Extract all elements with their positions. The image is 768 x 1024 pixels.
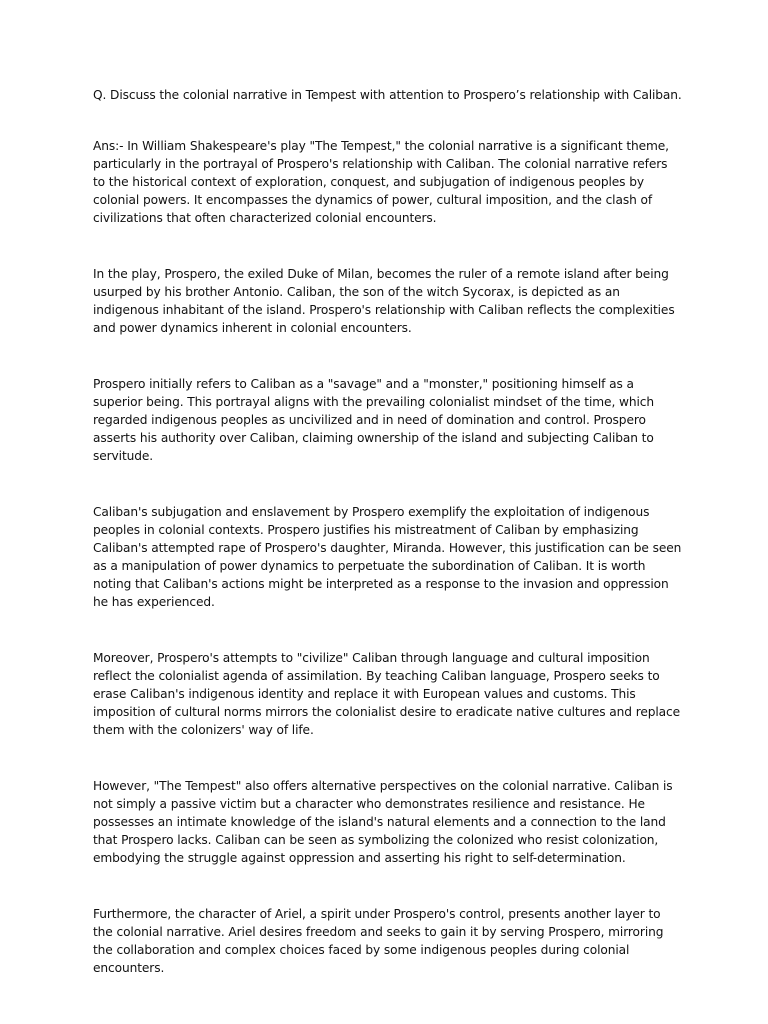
document-body bbox=[93, 86, 683, 1015]
answer-paragraph-6: However, "The Tempest" also offers alternative perspectives on the colonial narrative. Caliban is not simply a passive victim but a character who demonstrates resilience and resistance. He possesses an intimate knowledge of the island's natural elements and a connection to the land that Prospero lacks. Caliban can be seen as symbolizing the colonized who resist colonization, embodying the struggle against oppression and asserting his right to self-determination. bbox=[93, 779, 673, 865]
question-text: Q. Discuss the colonial narrative in Tempest with attention to Prospero’s relationship with Caliban. bbox=[93, 88, 682, 102]
answer-paragraph-3: Prospero initially refers to Caliban as a "savage" and a "monster," positioning himself as a superior being. This portrayal aligns with the prevailing colonialist mindset of the time, which regarded indigenous peoples as uncivilized and in need of domination and control. Prospero asserts his authority over Caliban, claiming ownership of the island and subjecting Caliban to servitude. bbox=[93, 377, 654, 463]
answer-paragraph-2: In the play, Prospero, the exiled Duke of Milan, becomes the ruler of a remote island after being usurped by his brother Antonio. Caliban, the son of the witch Sycorax, is depicted as an indigenous inhabitant of the island. Prospero's relationship with Caliban reflects the complexities and power dynamics inherent in colonial encounters. bbox=[93, 267, 675, 335]
answer-paragraph-7: Furthermore, the character of Ariel, a spirit under Prospero's control, presents another layer to the colonial narrative. Ariel desires freedom and seeks to gain it by serving Prospero, mirroring the collaboration and complex choices faced by some indigenous peoples during colonial encounters. bbox=[93, 907, 664, 975]
answer-paragraph-4: Caliban's subjugation and enslavement by Prospero exemplify the exploitation of indigenous peoples in colonial contexts. Prospero justifies his mistreatment of Caliban by emphasizing Caliban's attempted rape of Prospero's daughter, Miranda. However, this justification can be seen as a manipulation of power dynamics to perpetuate the subordination of Caliban. It is worth noting that Caliban's actions might be interpreted as a response to the invasion and oppression he has experienced. bbox=[93, 505, 682, 609]
answer-paragraph-5: Moreover, Prospero's attempts to "civilize" Caliban through language and cultural imposition reflect the colonialist agenda of assimilation. By teaching Caliban language, Prospero seeks to erase Caliban's indigenous identity and replace it with European values and customs. This imposition of cultural norms mirrors the colonialist desire to eradicate native cultures and replace them with the colonizers' way of life. bbox=[93, 651, 681, 737]
answer-paragraph-1: Ans:- In William Shakespeare's play "The Tempest," the colonial narrative is a significant theme, particularly in the portrayal of Prospero's relationship with Caliban. The colonial narrative refers to the historical context of exploration, conquest, and subjugation of indigenous peoples by colonial powers. It encompasses the dynamics of power, cultural imposition, and the clash of civilizations that often characterized colonial encounters. bbox=[93, 139, 669, 225]
